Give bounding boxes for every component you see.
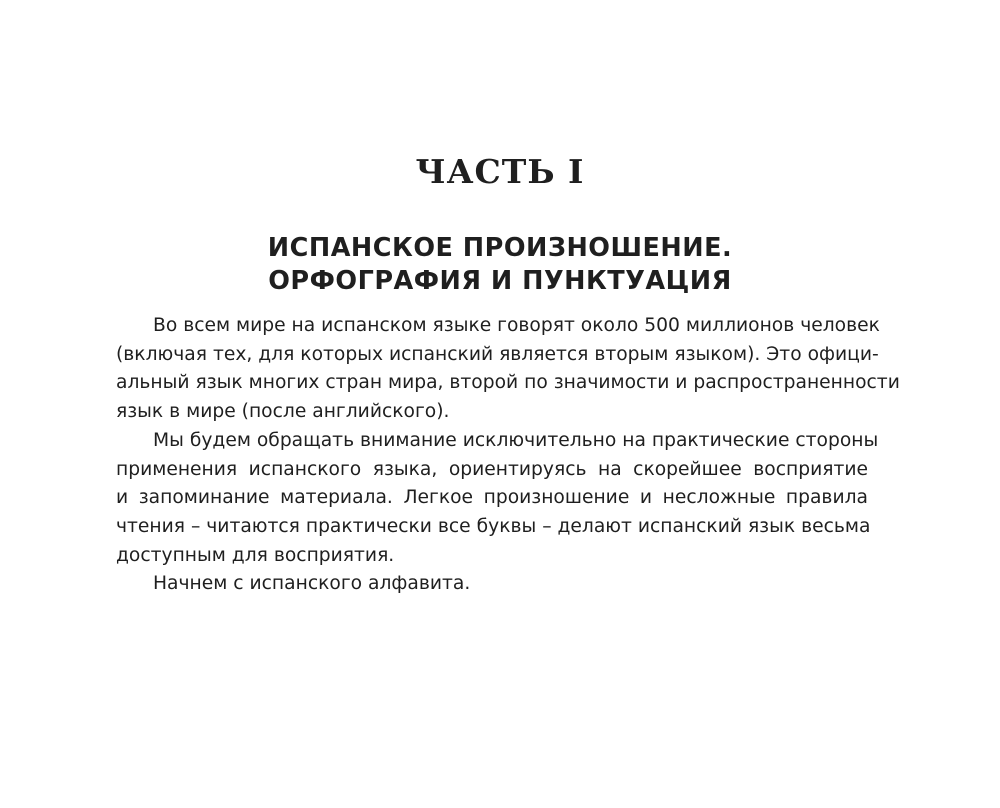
text-line: применения испанского языка, ориентируясь на скорейшее восприятие <box>116 458 868 480</box>
chapter-title-line-1: ИСПАНСКОЕ ПРОИЗНОШЕНИЕ. <box>267 233 733 263</box>
text-line: Начнем с испанского алфавита. <box>153 573 471 595</box>
text-line: чтения – читаются практически все буквы – делают испанский язык весьма <box>116 515 871 537</box>
paragraph-3 <box>116 570 868 599</box>
paragraph-1 <box>116 312 900 427</box>
text-line: Мы будем обращать внимание исключительно на практические стороны <box>153 429 879 451</box>
paragraph-2 <box>116 427 879 571</box>
chapter-title-line-2: ОРФОГРАФИЯ И ПУНКТУАЦИЯ <box>268 266 732 296</box>
text-line: язык в мире (после английского). <box>116 401 450 423</box>
text-line: (включая тех, для которых испанский является вторым языком). Это офици- <box>116 343 879 365</box>
text-line: альный язык многих стран мира, второй по значимости и распространенности <box>116 372 900 394</box>
text-line: доступным для восприятия. <box>116 544 395 566</box>
text-line: и запоминание материала. Легкое произношение и несложные правила <box>116 487 868 509</box>
body-text <box>116 312 900 599</box>
chapter-title <box>0 232 1000 298</box>
text-line: Во всем мире на испанском языке говорят около 500 миллионов человек <box>153 315 880 336</box>
part-title: ЧАСТЬ I <box>415 152 585 191</box>
